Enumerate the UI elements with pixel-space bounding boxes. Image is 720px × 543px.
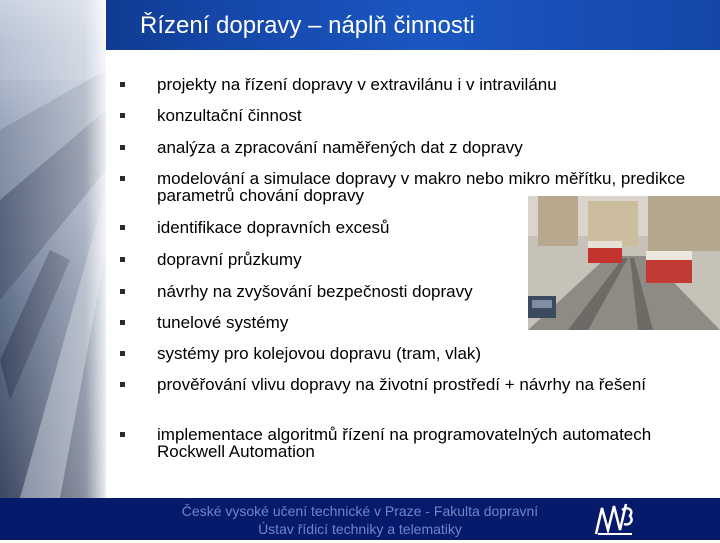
bullet-item: tunelové systémy bbox=[157, 313, 289, 332]
footer-line-department: Ústav řídicí techniky a telematiky bbox=[258, 521, 462, 537]
bullet-item: identifikace dopravních excesů bbox=[157, 218, 390, 237]
bullet-item: implementace algoritmů řízení na programovatelných automatech Rockwell Automation bbox=[157, 425, 652, 461]
bullet-item: konzultační činnost bbox=[157, 106, 302, 125]
square-bullet-icon bbox=[118, 80, 128, 90]
square-bullet-icon bbox=[118, 255, 128, 265]
bullet-item: návrhy na zvyšování bezpečnosti dopravy bbox=[157, 282, 473, 301]
bullet-item: prověřování vlivu dopravy na životní prostředí + návrhy na řešení bbox=[157, 375, 647, 394]
square-bullet-icon bbox=[118, 143, 128, 153]
slide-title: Řízení dopravy – náplň činnosti bbox=[140, 12, 475, 39]
bullet-item: analýza a zpracování naměřených dat z dopravy bbox=[157, 138, 523, 157]
footer-line-university: České vysoké učení technické v Praze - Fakultа dopravní bbox=[181, 503, 539, 519]
square-bullet-icon bbox=[118, 430, 128, 440]
square-bullet-icon bbox=[118, 223, 128, 233]
bullet-item: dopravní průzkumy bbox=[157, 250, 302, 269]
square-bullet-icon bbox=[118, 174, 128, 184]
bullet-item: projekty na řízení dopravy v extravilánu i v intravilánu bbox=[157, 75, 557, 94]
square-bullet-icon bbox=[118, 380, 128, 390]
bullet-item: modelování a simulace dopravy v makro nebo mikro měřítku, predikce parametrů chování dopravy bbox=[157, 169, 686, 205]
square-bullet-icon bbox=[118, 111, 128, 121]
square-bullet-icon bbox=[118, 318, 128, 328]
bullet-item: systémy pro kolejovou dopravu (tram, vlak) bbox=[157, 344, 482, 363]
footer-text bbox=[160, 502, 560, 538]
square-bullet-icon bbox=[118, 287, 128, 297]
square-bullet-icon bbox=[118, 349, 128, 359]
faculty-logo-icon bbox=[592, 500, 638, 538]
